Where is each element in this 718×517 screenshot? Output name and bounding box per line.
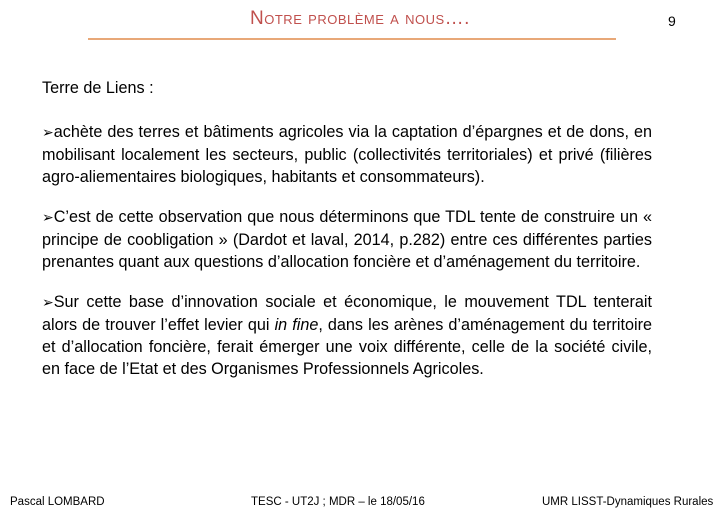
page-number: 9 — [668, 13, 676, 29]
footer-lab: UMR LISST-Dynamiques Rurales — [542, 496, 714, 508]
paragraph-text-start: Sur cette base d’innovation sociale et économique, le mouvement TDL tenterait alors de trouver l’effet levier qui — [42, 293, 652, 334]
intro-heading: Terre de Liens : — [42, 79, 154, 97]
arrow-bullet-icon: ➢ — [42, 125, 54, 141]
paragraph-text-end: , dans les arènes d’aménagement du territoire et d’allocation foncière, ferait émerger une voix différente, celle de la société civile, en face de l’Etat et des Organismes Professionnels Agricoles. — [42, 316, 653, 378]
arrow-bullet-icon: ➢ — [42, 210, 54, 226]
arrow-bullet-icon: ➢ — [42, 295, 54, 311]
bullet-paragraph-3 — [42, 291, 652, 380]
bullet-paragraph-2 — [42, 206, 652, 273]
slide-title: Notre problème a nous…. — [250, 8, 470, 29]
paragraph-text: C’est de cette observation que nous déterminons que TDL tente de construire un « principe de coobligation » (Dardot et laval, 2014, p.282) entre ces différentes parties prenantes quant aux questions d’allocation foncière et d’aménagement du territoire. — [42, 208, 652, 271]
title-underline — [88, 38, 616, 40]
footer-author: Pascal LOMBARD — [10, 496, 105, 508]
slide-body — [42, 77, 652, 398]
footer-event: TESC - UT2J ; MDR – le 18/05/16 — [251, 496, 425, 508]
bullet-paragraph-1 — [42, 121, 652, 188]
italic-phrase: in fine — [274, 316, 319, 334]
paragraph-text: achète des terres et bâtiments agricoles via la captation d’épargnes et de dons, en mobilisant localement les secteurs, public (collectivités territoriales) et privé (filières agro-aliementaires biologiques, habitants et consommateurs). — [42, 123, 652, 186]
